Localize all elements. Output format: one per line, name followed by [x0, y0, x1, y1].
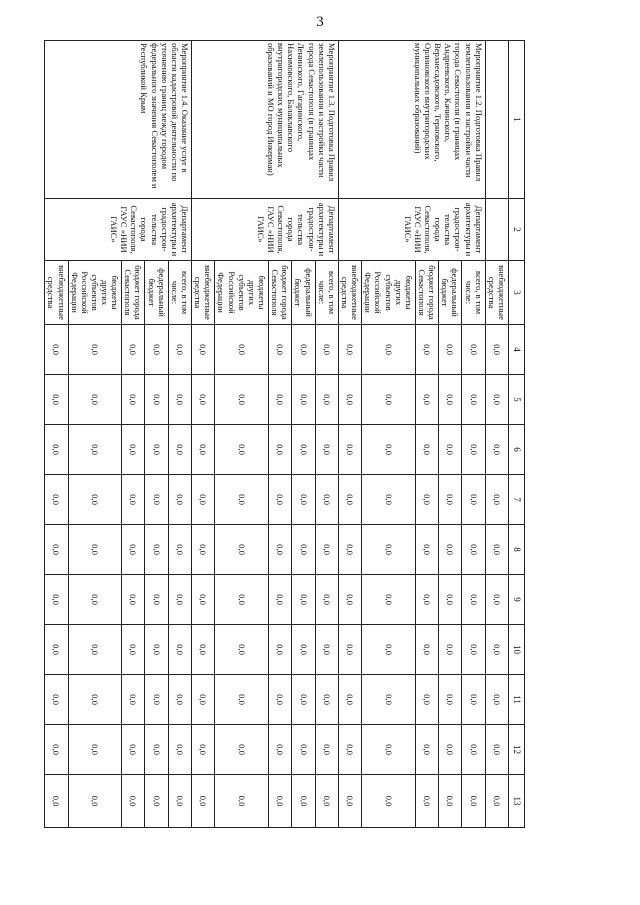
table-row [315, 41, 338, 828]
value-cell: 0,0 [269, 675, 292, 725]
value-cell: 0,0 [292, 375, 315, 425]
value-cell: 0,0 [292, 725, 315, 775]
value-cell: 0,0 [485, 375, 508, 425]
funding-source: бюджеты других субъектов Российской Федерации [215, 261, 269, 325]
financing-table [44, 40, 525, 828]
value-cell: 0,0 [215, 725, 269, 775]
value-cell: 0,0 [362, 725, 416, 775]
value-cell: 0,0 [145, 425, 168, 475]
funding-source: внебюджетные средства [338, 261, 361, 325]
value-cell: 0,0 [362, 525, 416, 575]
column-number-10: 10 [509, 625, 525, 675]
value-cell: 0,0 [485, 425, 508, 475]
value-cell: 0,0 [215, 575, 269, 625]
value-cell: 0,0 [215, 425, 269, 475]
value-cell: 0,0 [215, 675, 269, 725]
value-cell: 0,0 [192, 375, 215, 425]
column-number-6: 6 [509, 425, 525, 475]
value-cell: 0,0 [415, 475, 438, 525]
value-cell: 0,0 [192, 725, 215, 775]
value-cell: 0,0 [292, 575, 315, 625]
value-cell: 0,0 [68, 775, 122, 828]
value-cell: 0,0 [338, 525, 361, 575]
value-cell: 0,0 [145, 725, 168, 775]
value-cell: 0,0 [45, 675, 68, 725]
value-cell: 0,0 [362, 675, 416, 725]
value-cell: 0,0 [315, 575, 338, 625]
funding-source: всего, в том числе: [315, 261, 338, 325]
table-header [509, 41, 525, 828]
value-cell: 0,0 [315, 725, 338, 775]
value-cell: 0,0 [45, 325, 68, 375]
column-number-11: 11 [509, 675, 525, 725]
value-cell: 0,0 [45, 375, 68, 425]
value-cell: 0,0 [415, 325, 438, 375]
value-cell: 0,0 [315, 375, 338, 425]
value-cell: 0,0 [338, 775, 361, 828]
funding-source: бюджеты других субъектов Российской Федерации [68, 261, 122, 325]
value-cell: 0,0 [45, 575, 68, 625]
funding-source: внебюджетные средства [485, 261, 508, 325]
value-cell: 0,0 [315, 425, 338, 475]
fragment-cell [485, 41, 508, 199]
value-cell: 0,0 [415, 675, 438, 725]
value-cell: 0,0 [68, 375, 122, 425]
value-cell: 0,0 [122, 475, 145, 525]
measure-name: Мероприятие 1.3. Подготовка Правил землепользования и застройки части города Севастополя (в границах Ленинского, Гагаринского, Нахимовского, Балаклавского внутригородских муниципальных образований и МО город Инкерман) [192, 41, 339, 199]
funding-source: бюджет города Севастополя [122, 261, 145, 325]
value-cell: 0,0 [338, 325, 361, 375]
column-number-8: 8 [509, 525, 525, 575]
value-cell: 0,0 [145, 325, 168, 375]
column-number-5: 5 [509, 375, 525, 425]
value-cell: 0,0 [315, 675, 338, 725]
value-cell: 0,0 [485, 725, 508, 775]
value-cell: 0,0 [315, 775, 338, 828]
value-cell: 0,0 [145, 475, 168, 525]
value-cell: 0,0 [462, 725, 485, 775]
column-number-13: 13 [509, 775, 525, 828]
value-cell: 0,0 [462, 325, 485, 375]
value-cell: 0,0 [485, 475, 508, 525]
value-cell: 0,0 [269, 575, 292, 625]
value-cell: 0,0 [462, 675, 485, 725]
value-cell: 0,0 [45, 475, 68, 525]
value-cell: 0,0 [68, 625, 122, 675]
funding-source: федеральный бюджет [145, 261, 168, 325]
value-cell: 0,0 [122, 775, 145, 828]
value-cell: 0,0 [415, 725, 438, 775]
value-cell: 0,0 [462, 575, 485, 625]
value-cell: 0,0 [168, 575, 191, 625]
value-cell: 0,0 [315, 475, 338, 525]
executor: Департамент архитектуры и градострои-тельства города Севастополя, ГАУС «НИИ ГАИС» [192, 199, 339, 261]
value-cell: 0,0 [362, 425, 416, 475]
value-cell: 0,0 [168, 725, 191, 775]
table-row [462, 41, 485, 828]
funding-source: федеральный бюджет [292, 261, 315, 325]
value-cell: 0,0 [269, 475, 292, 525]
value-cell: 0,0 [122, 725, 145, 775]
table-row [485, 41, 508, 828]
value-cell: 0,0 [168, 525, 191, 575]
value-cell: 0,0 [145, 375, 168, 425]
value-cell: 0,0 [168, 625, 191, 675]
value-cell: 0,0 [145, 575, 168, 625]
rotated-table-container [46, 40, 525, 827]
value-cell: 0,0 [68, 675, 122, 725]
value-cell: 0,0 [315, 625, 338, 675]
value-cell: 0,0 [338, 675, 361, 725]
value-cell: 0,0 [292, 325, 315, 375]
value-cell: 0,0 [315, 525, 338, 575]
value-cell: 0,0 [122, 675, 145, 725]
value-cell: 0,0 [485, 775, 508, 828]
value-cell: 0,0 [485, 525, 508, 575]
value-cell: 0,0 [439, 325, 462, 375]
value-cell: 0,0 [485, 625, 508, 675]
value-cell: 0,0 [462, 625, 485, 675]
value-cell: 0,0 [45, 425, 68, 475]
value-cell: 0,0 [192, 475, 215, 525]
value-cell: 0,0 [269, 525, 292, 575]
value-cell: 0,0 [68, 425, 122, 475]
value-cell: 0,0 [338, 425, 361, 475]
value-cell: 0,0 [315, 325, 338, 375]
value-cell: 0,0 [338, 375, 361, 425]
value-cell: 0,0 [439, 625, 462, 675]
value-cell: 0,0 [192, 525, 215, 575]
value-cell: 0,0 [338, 625, 361, 675]
column-number-4: 4 [509, 325, 525, 375]
value-cell: 0,0 [439, 575, 462, 625]
value-cell: 0,0 [68, 525, 122, 575]
value-cell: 0,0 [292, 625, 315, 675]
value-cell: 0,0 [215, 375, 269, 425]
value-cell: 0,0 [269, 775, 292, 828]
measure-name: Мероприятие 1.2. Подготовка Правил землепользования и застройки части города Севастополя (в границах Андреевского, Качинского, Верхнесадовского, Терновского, Орлиновского внутригородских муниципальных образований) [338, 41, 485, 199]
value-cell: 0,0 [415, 775, 438, 828]
table-body [45, 41, 509, 828]
value-cell: 0,0 [192, 775, 215, 828]
value-cell: 0,0 [122, 575, 145, 625]
value-cell: 0,0 [168, 775, 191, 828]
value-cell: 0,0 [415, 575, 438, 625]
value-cell: 0,0 [45, 625, 68, 675]
value-cell: 0,0 [462, 525, 485, 575]
value-cell: 0,0 [68, 475, 122, 525]
value-cell: 0,0 [68, 725, 122, 775]
value-cell: 0,0 [269, 425, 292, 475]
value-cell: 0,0 [439, 725, 462, 775]
value-cell: 0,0 [362, 475, 416, 525]
funding-source: бюджеты других субъектов Российской Федерации [362, 261, 416, 325]
value-cell: 0,0 [485, 675, 508, 725]
value-cell: 0,0 [485, 325, 508, 375]
value-cell: 0,0 [145, 675, 168, 725]
value-cell: 0,0 [215, 475, 269, 525]
funding-source: бюджет города Севастополя [269, 261, 292, 325]
value-cell: 0,0 [168, 425, 191, 475]
value-cell: 0,0 [122, 525, 145, 575]
funding-source: внебюджетные средства [192, 261, 215, 325]
value-cell: 0,0 [192, 675, 215, 725]
value-cell: 0,0 [338, 725, 361, 775]
value-cell: 0,0 [338, 575, 361, 625]
column-number-12: 12 [509, 725, 525, 775]
value-cell: 0,0 [168, 375, 191, 425]
value-cell: 0,0 [439, 775, 462, 828]
value-cell: 0,0 [168, 675, 191, 725]
value-cell: 0,0 [292, 475, 315, 525]
value-cell: 0,0 [362, 325, 416, 375]
value-cell: 0,0 [439, 475, 462, 525]
value-cell: 0,0 [462, 425, 485, 475]
value-cell: 0,0 [192, 625, 215, 675]
value-cell: 0,0 [362, 375, 416, 425]
funding-source: внебюджетные средства [45, 261, 68, 325]
column-number-9: 9 [509, 575, 525, 625]
header-row [509, 41, 525, 828]
funding-source: всего, в том числе: [462, 261, 485, 325]
value-cell: 0,0 [45, 775, 68, 828]
value-cell: 0,0 [292, 675, 315, 725]
value-cell: 0,0 [68, 325, 122, 375]
page-number: 3 [316, 14, 324, 30]
executor: Департамент архитектуры и градострои-тельства города Севастополя, ГАУС «НИИ ГАИС» [45, 199, 192, 261]
column-number-2: 2 [509, 199, 525, 261]
funding-source: бюджет города Севастополя [415, 261, 438, 325]
measure-name: Мероприятие 1.4. Оказание услуг в области кадастровой деятельности по уточнению границ между городом федерального значения Севастополем и Республикой Крым [45, 41, 192, 199]
value-cell: 0,0 [362, 575, 416, 625]
value-cell: 0,0 [415, 375, 438, 425]
value-cell: 0,0 [462, 775, 485, 828]
table-row [168, 41, 191, 828]
value-cell: 0,0 [122, 375, 145, 425]
value-cell: 0,0 [215, 325, 269, 375]
column-number-7: 7 [509, 475, 525, 525]
value-cell: 0,0 [485, 575, 508, 625]
value-cell: 0,0 [192, 425, 215, 475]
value-cell: 0,0 [439, 675, 462, 725]
value-cell: 0,0 [122, 625, 145, 675]
executor: Департамент архитектуры и градострои-тельства города Севастополя, ГАУС «НИИ ГАИС» [338, 199, 485, 261]
value-cell: 0,0 [269, 625, 292, 675]
value-cell: 0,0 [439, 525, 462, 575]
value-cell: 0,0 [439, 375, 462, 425]
value-cell: 0,0 [362, 775, 416, 828]
column-number-3: 3 [509, 261, 525, 325]
value-cell: 0,0 [45, 525, 68, 575]
column-number-1: 1 [509, 41, 525, 199]
value-cell: 0,0 [415, 625, 438, 675]
funding-source: всего, в том числе: [168, 261, 191, 325]
value-cell: 0,0 [122, 425, 145, 475]
value-cell: 0,0 [122, 325, 145, 375]
value-cell: 0,0 [462, 375, 485, 425]
value-cell: 0,0 [292, 425, 315, 475]
value-cell: 0,0 [269, 725, 292, 775]
value-cell: 0,0 [338, 475, 361, 525]
value-cell: 0,0 [362, 625, 416, 675]
value-cell: 0,0 [269, 325, 292, 375]
value-cell: 0,0 [168, 475, 191, 525]
value-cell: 0,0 [145, 525, 168, 575]
value-cell: 0,0 [215, 625, 269, 675]
fragment-cell [485, 199, 508, 261]
value-cell: 0,0 [415, 425, 438, 475]
value-cell: 0,0 [462, 475, 485, 525]
value-cell: 0,0 [215, 775, 269, 828]
value-cell: 0,0 [415, 525, 438, 575]
value-cell: 0,0 [145, 625, 168, 675]
value-cell: 0,0 [192, 325, 215, 375]
value-cell: 0,0 [192, 575, 215, 625]
value-cell: 0,0 [215, 525, 269, 575]
value-cell: 0,0 [269, 375, 292, 425]
value-cell: 0,0 [439, 425, 462, 475]
funding-source: федеральный бюджет [439, 261, 462, 325]
value-cell: 0,0 [292, 775, 315, 828]
value-cell: 0,0 [45, 725, 68, 775]
value-cell: 0,0 [292, 525, 315, 575]
value-cell: 0,0 [145, 775, 168, 828]
value-cell: 0,0 [68, 575, 122, 625]
value-cell: 0,0 [168, 325, 191, 375]
